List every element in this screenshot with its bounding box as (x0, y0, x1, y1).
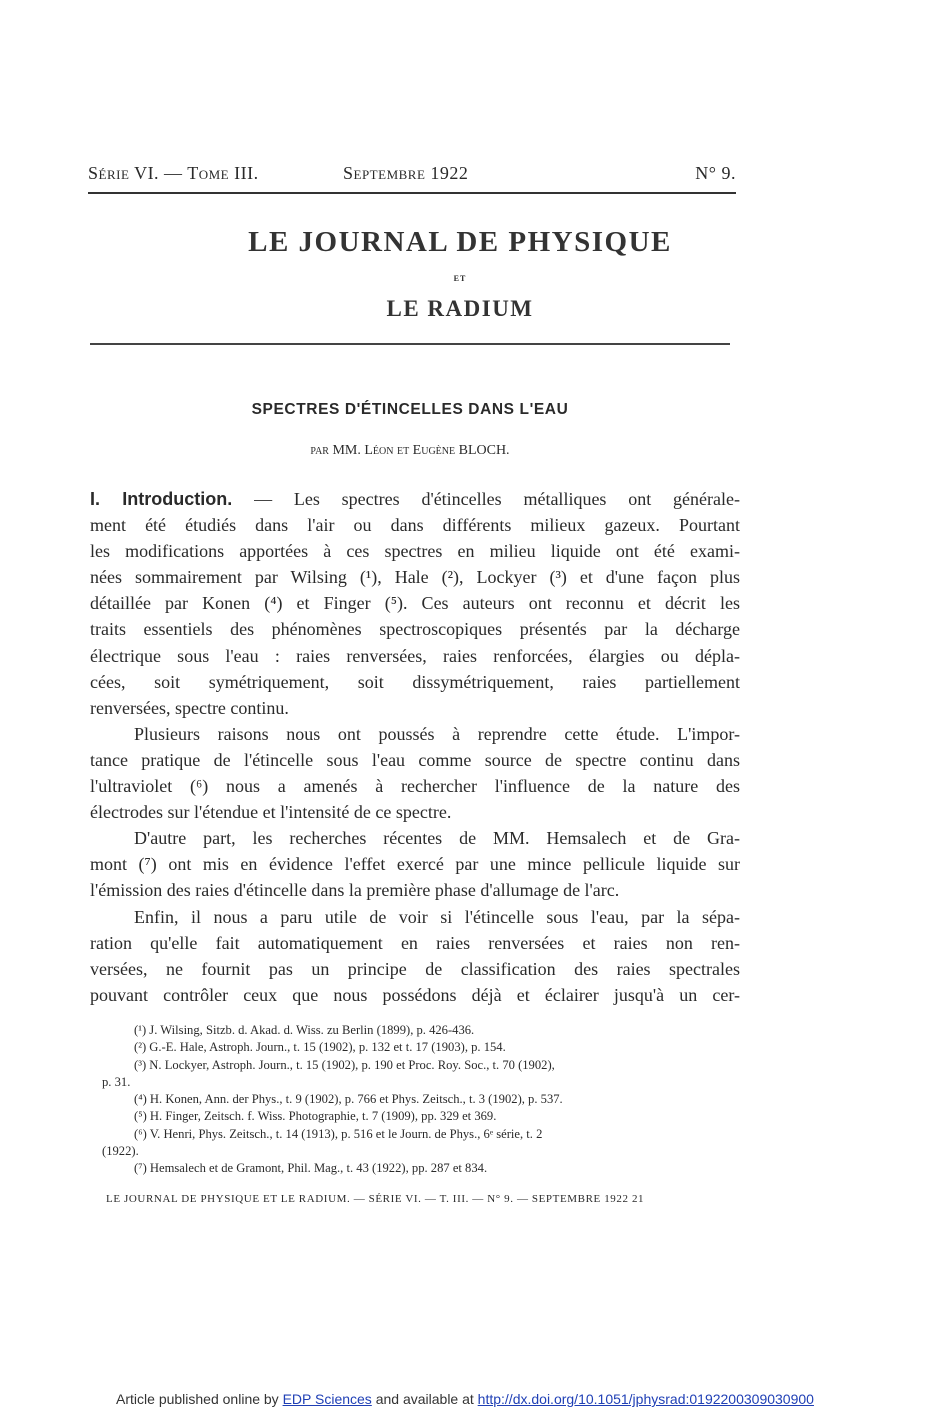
header-series: Série VI. — Tome III. (88, 163, 259, 183)
header-number: N° 9. (695, 163, 736, 183)
footnote-1: (¹) J. Wilsing, Sitzb. d. Akad. d. Wiss. zu Berlin (1899), p. 426-436. (134, 1023, 475, 1037)
article-authors: par MM. Léon et Eugène BLOCH. (310, 443, 510, 458)
footnote-3: (³) N. Lockyer, Astroph. Journ., t. 15 (1902), p. 190 et Proc. Roy. Soc., t. 70 (1902), (134, 1057, 555, 1072)
journal-title: LE JOURNAL DE PHYSIQUE (248, 226, 672, 258)
text-line: Enfin, il nous a paru utile de voir si l'étincelle sous l'eau, par la sépa- (134, 906, 740, 927)
banner-middle: and available at (375, 1391, 474, 1407)
text-line: nées sommairement par Wilsing (¹), Hale (²), Lockyer (³) et d'une façon plus (90, 567, 740, 588)
journal-conjunction: ET (453, 274, 467, 283)
text-line: cées, soit symétriquement, soit dissymétriquement, raies partiellement (90, 671, 740, 692)
text-line: tance pratique de l'étincelle sous l'eau comme source de spectre continu dans (90, 749, 740, 770)
footnotes (102, 1022, 742, 1178)
text-line: I. Introduction. — Les spectres d'étincelles métalliques ont générale- (90, 489, 740, 509)
paragraph-classification (90, 904, 740, 1008)
footnote-7: (⁷) Hemsalech et de Gramont, Phil. Mag., t. 43 (1922), pp. 287 et 834. (134, 1161, 488, 1176)
text-line: versées, ne fournit pas un principe de classification des raies spectrales (90, 958, 740, 979)
text-line: électrodes sur l'étendue et l'intensité de ce spectre. (90, 802, 452, 823)
footnote-3-continued: p. 31. (102, 1074, 131, 1089)
masthead-rule (90, 343, 730, 345)
text-line: ration qu'elle fait automatiquement en raies renversées et raies non ren- (90, 932, 740, 953)
footnote-6-continued: (1922). (102, 1144, 139, 1159)
section-heading: I. Introduction. (90, 489, 233, 509)
publication-banner (0, 1391, 930, 1407)
text-line: l'ultraviolet (⁶) nous a amenés à rechercher l'influence de la nature des (90, 776, 740, 797)
article-title: SPECTRES D'ÉTINCELLES DANS L'EAU (251, 401, 569, 418)
header-month: Septembre 1922 (343, 163, 469, 183)
footnote-2: (²) G.-E. Hale, Astroph. Journ., t. 15 (1902), p. 132 et t. 17 (1903), p. 154. (134, 1040, 506, 1055)
text-line: traits essentiels des phénomènes spectroscopiques présentés par la décharge (90, 619, 740, 640)
text-line: renversées, spectre continu. (90, 697, 289, 718)
banner-prefix: Article published online by (116, 1391, 279, 1407)
text-line: pouvant contrôler ceux que nous possédons déjà et éclairer jusqu'à un cer- (90, 984, 740, 1005)
running-footer: LE JOURNAL DE PHYSIQUE ET LE RADIUM. — SÉRIE VI. — T. III. — N° 9. — SEPTEMBRE 1922 21 (106, 1193, 645, 1205)
text-line: Plusieurs raisons nous ont poussés à reprendre cette étude. L'impor- (134, 723, 740, 744)
footnote-5: (⁵) H. Finger, Zeitsch. f. Wiss. Photographie, t. 7 (1909), pp. 329 et 369. (134, 1109, 497, 1124)
paragraph-reasons (90, 721, 740, 825)
article-body (90, 486, 740, 1008)
text-line: électrique sous l'eau : raies renversées, raies renforcées, élargies ou dépla- (90, 645, 740, 666)
paragraph-research (90, 825, 740, 903)
paragraph-introduction (90, 486, 740, 721)
text-line: D'autre part, les recherches récentes de MM. Hemsalech et de Gra- (134, 828, 740, 849)
publisher-link[interactable]: EDP Sciences (282, 1391, 372, 1407)
footnote-6: (⁶) V. Henri, Phys. Zeitsch., t. 14 (1913), p. 516 et le Journ. de Phys., 6ᵉ série, t. 2 (134, 1126, 543, 1141)
text-line: mont (⁷) ont mis en évidence l'effet exercé par une mince pellicule liquide sur (90, 854, 740, 875)
text-line: détaillée par Konen (⁴) et Finger (⁵). Ces auteurs ont reconnu et décrit les (90, 593, 740, 614)
header-rule (88, 192, 736, 194)
doi-link[interactable]: http://dx.doi.org/10.1051/jphysrad:0192200309030900 (477, 1391, 814, 1407)
text-line: l'émission des raies d'étincelle dans la première phase d'allumage de l'arc. (90, 880, 620, 901)
text-line: les modifications apportées à ces spectres en milieu liquide ont été exami- (90, 541, 740, 562)
footnote-4: (⁴) H. Konen, Ann. der Phys., t. 9 (1902), p. 766 et Phys. Zeitsch., t. 3 (1902), p. 537. (134, 1092, 563, 1107)
journal-subtitle: LE RADIUM (386, 296, 534, 321)
text-line: ment été étudiés dans l'air ou dans différents milieux gazeux. Pourtant (90, 515, 740, 536)
